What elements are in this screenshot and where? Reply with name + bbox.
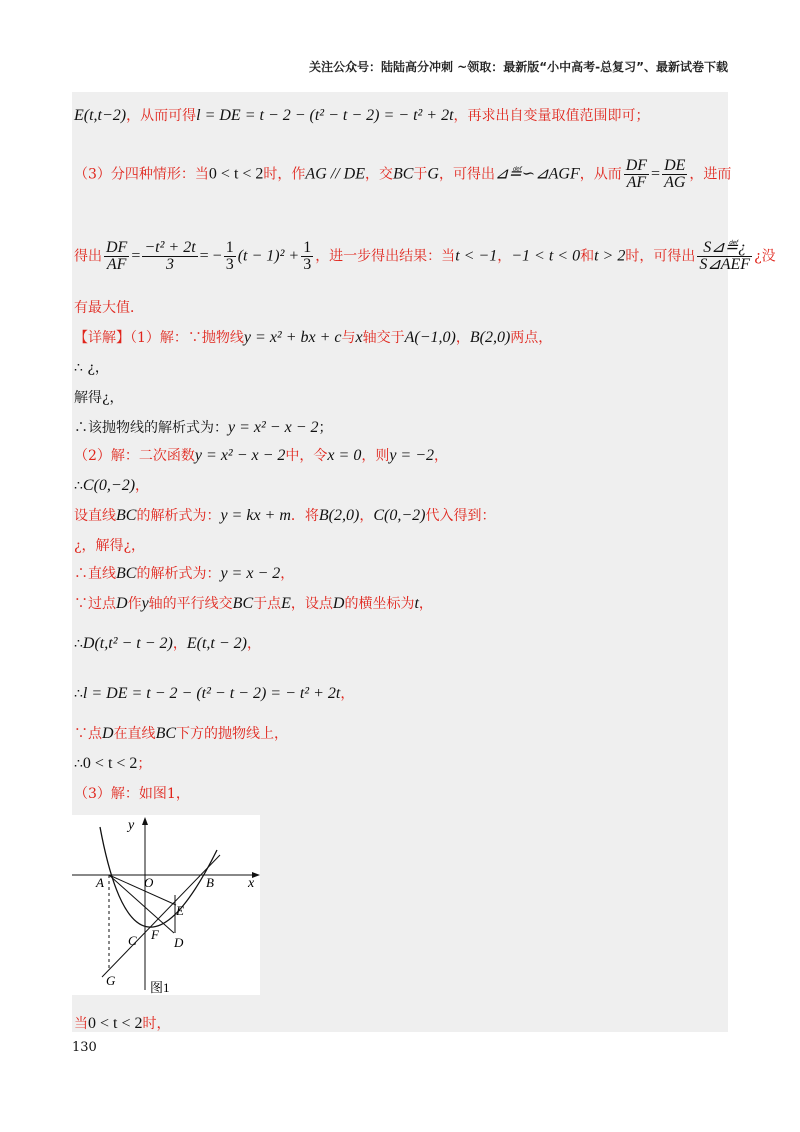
fraction-df-af: $\frac{DF}{AF}$ — [625, 157, 648, 191]
page-header: 关注公众号：陆陆高分冲刺 ~领取：最新版“小中高考-总复习”、最新试卷下载 — [309, 60, 728, 74]
label-c: C — [128, 933, 137, 948]
line-12: ¿，解得¿， — [74, 538, 146, 554]
line-5: 【详解】（1）解：∵抛物线y = x² + bx + c与x轴交于A(−1,0)，B(2,0)两点， — [74, 329, 553, 346]
line-17: ∵点D在直线BC下方的抛物线上， — [74, 725, 289, 742]
label-g: G — [106, 973, 116, 988]
parabola-diagram — [72, 815, 260, 995]
label-y: y — [128, 818, 135, 833]
line-19: （3）解：如图1， — [74, 786, 190, 802]
figure-1 — [72, 815, 260, 995]
line-10: ∴C(0,−2)， — [74, 477, 150, 494]
line-9: （2）解：二次函数y = x² − x − 2中，令x = 0，则y = −2， — [74, 447, 449, 464]
line-2: （3）分四种情形：当0 < t < 2时，作AG // DE，交BC于G，可得出⊿≝∽⊿AGF，从而 $\frac{DF}{AF}$ = $\frac{DE}{AG}$ ，进而 — [74, 157, 732, 191]
line-20: 当0 < t < 2时， — [74, 1015, 171, 1032]
label-x: x — [248, 876, 255, 891]
label-a: A — [96, 875, 104, 890]
line-1: E(t,t−2)，从而可得l = DE = t − 2 − (t² − t − 2) = − t² + 2t，再求出自变量取值范围即可； — [74, 107, 650, 124]
line-8: ∴该抛物线的解析式为：y = x² − x − 2； — [74, 419, 333, 436]
line-14: ∵过点D作y轴的平行线交BC于点E，设点D的横坐标为t， — [74, 595, 433, 612]
line-16: ∴l = DE = t − 2 − (t² − t − 2) = − t² + 2t， — [74, 685, 355, 702]
line-15: ∴D(t,t² − t − 2)，E(t,t − 2)， — [74, 635, 261, 652]
figure-caption: 图1 — [150, 980, 170, 995]
fraction-area-ratio: $\frac{S⊿≝¿}{\text{S⊿AEF}}$ — [699, 239, 751, 273]
line-bc — [102, 855, 220, 977]
parabola-curve — [100, 827, 217, 927]
fraction-de-ag: $\frac{DE}{AG}$ — [664, 157, 686, 191]
line-3: 得出 $\frac{DF}{AF}$ = $\frac{\text{−t² + 2t}}{3}$ = − $\frac{1}{3}$ (t − 1)² + $\frac{1}{3}$ ，进一步得出结果：当t < −1，−1 < t < 0和t > 2时，可得出 $\frac{S⊿≝¿}{\text{S⊿AEF}}$ ¿没 — [74, 239, 776, 273]
label-b: B — [206, 875, 214, 890]
segment-ae — [109, 875, 176, 905]
label-d: D — [174, 935, 184, 950]
line-18: ∴0 < t < 2； — [74, 755, 152, 772]
line-6: ∴ ¿， — [74, 360, 109, 376]
label-e: E — [176, 903, 184, 918]
y-axis-arrow — [142, 817, 148, 825]
label-o: O — [144, 875, 154, 890]
line-11: 设直线BC的解析式为：y = kx + m．将B(2,0)，C(0,−2)代入得到： — [74, 507, 496, 524]
label-f: F — [151, 927, 159, 942]
line-4: 有最大值． — [74, 300, 144, 316]
math-l-equation: l = DE = t − 2 − (t² − t − 2) = − t² + 2t — [196, 107, 454, 124]
line-13: ∴直线BC的解析式为：y = x − 2， — [74, 565, 295, 582]
math-e-point: E(t,t−2) — [74, 107, 127, 124]
line-7: 解得¿， — [74, 390, 124, 406]
page-number: 130 — [72, 1040, 97, 1055]
